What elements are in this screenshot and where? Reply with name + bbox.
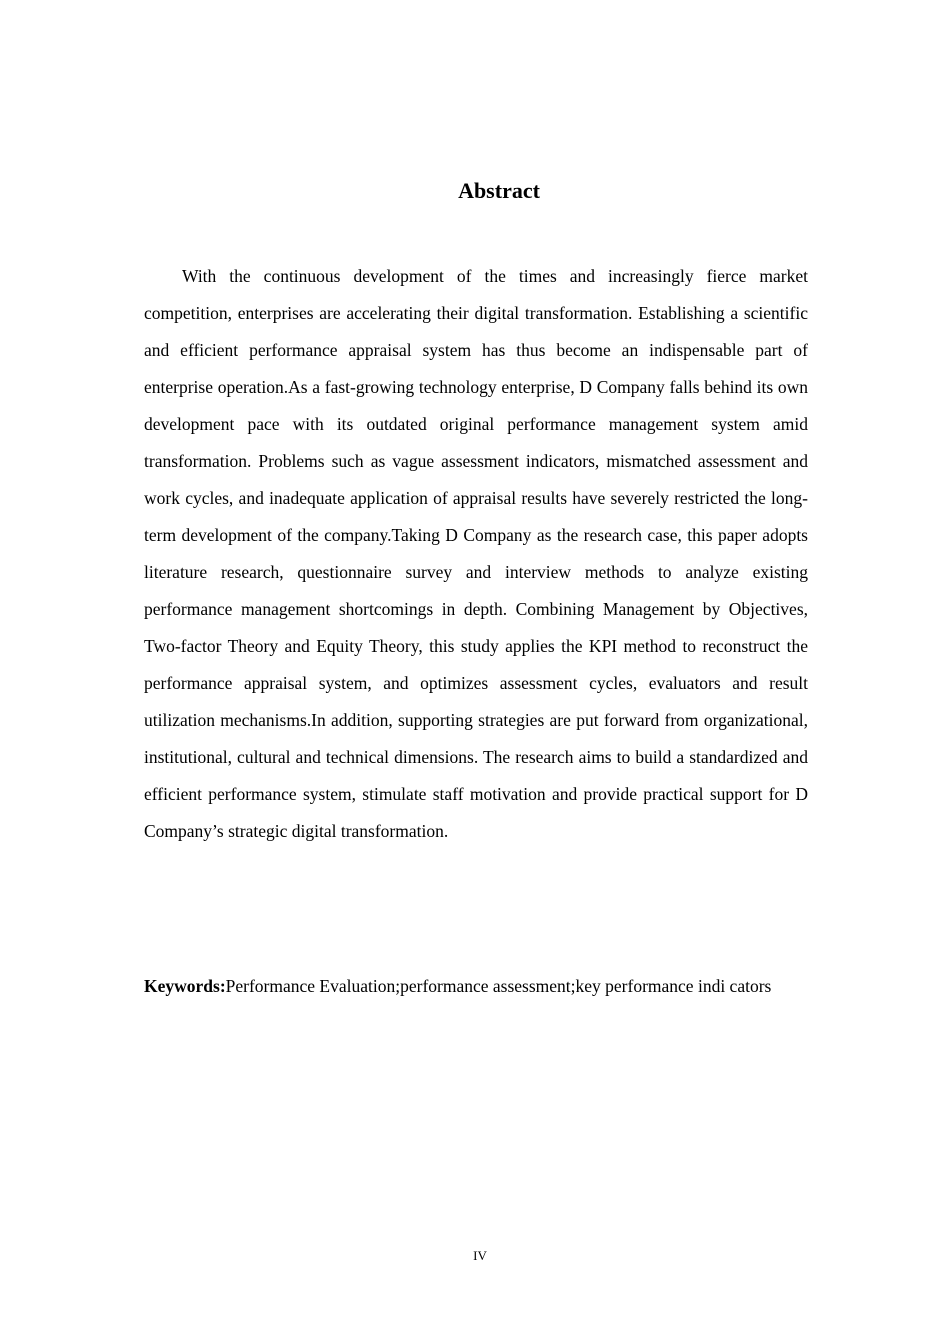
abstract-body: With the continuous development of the times and increasingly fierce market competition, enterprises are accelerating their digital transformation. Establishing a scientific and efficient performance appraisal system has thus become an indispensable part of enterprise operation.As a fast-growing technology enterprise, D Company falls behind its own development pace with its outdated original performance management system amid transformation. Problems such as vague assessment indicators, mismatched assessment and work cycles, and inadequate application of appraisal results have severely restricted the long-term development of the company.Taking D Company as the research case, this paper adopts literature research, questionnaire survey and interview methods to analyze existing performance management shortcomings in depth. Combining Management by Objectives, Two-factor Theory and Equity Theory, this study applies the KPI method to reconstruct the performance appraisal system, and optimizes assessment cycles, evaluators and result utilization mechanisms.In addition, supporting strategies are put forward from organizational, institutional, cultural and technical dimensions. The research aims to build a standardized and efficient performance system, stimulate staff motivation and provide practical support for D Company’s strategic digital transformation. (144, 266, 808, 841)
page-number: IV (473, 1248, 487, 1263)
keywords-text: Performance Evaluation;performance assessment;key performance indi cators (225, 976, 772, 996)
keywords-line (144, 970, 805, 1003)
abstract-title: Abstract (458, 178, 540, 203)
keywords-label: Keywords: (144, 976, 226, 996)
